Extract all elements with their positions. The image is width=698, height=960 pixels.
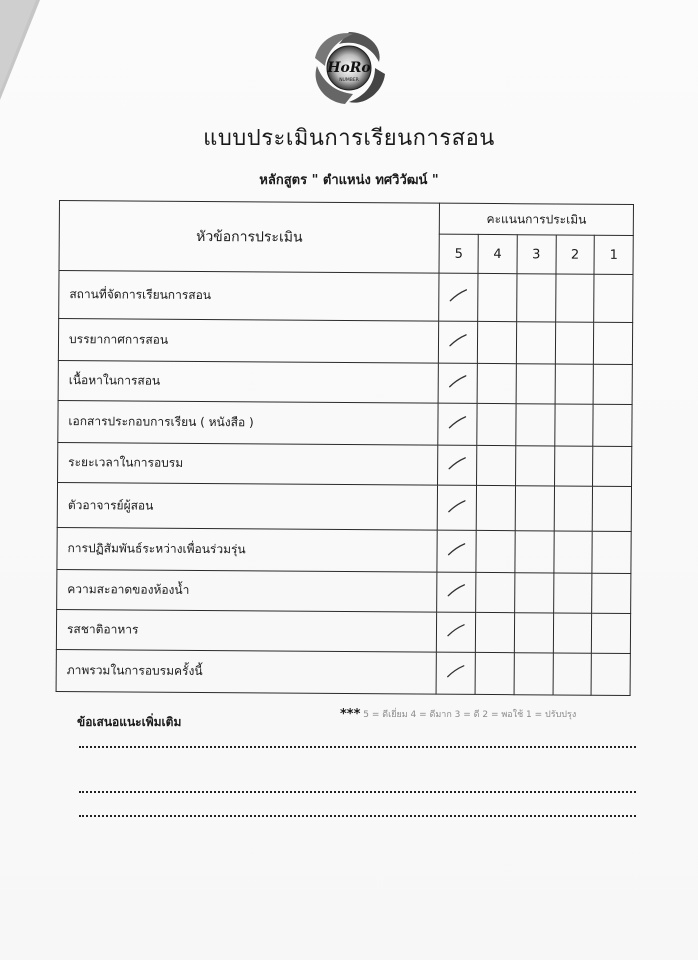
row-label: สถานที่จัดการเรียนการสอน bbox=[59, 271, 440, 322]
score-cell-3[interactable] bbox=[514, 573, 553, 613]
score-cell-1[interactable] bbox=[592, 486, 631, 531]
score-cell-2[interactable] bbox=[553, 613, 592, 653]
checkmark-icon bbox=[446, 584, 466, 598]
score-cell-4[interactable] bbox=[477, 321, 516, 363]
checkmark-icon bbox=[446, 665, 466, 679]
table-row bbox=[58, 319, 632, 365]
score-cell-3[interactable] bbox=[516, 364, 555, 404]
score-cell-4[interactable] bbox=[478, 273, 517, 321]
table-row bbox=[57, 569, 631, 613]
table-row bbox=[57, 527, 631, 573]
score-cell-3[interactable] bbox=[516, 274, 555, 322]
score-cell-1[interactable] bbox=[593, 446, 632, 486]
score-cell-5[interactable] bbox=[437, 612, 476, 652]
score-cell-5[interactable] bbox=[437, 485, 476, 530]
row-label: บรรยากาศการสอน bbox=[58, 319, 438, 364]
score-cell-1[interactable] bbox=[591, 653, 630, 695]
row-label: เอกสารประกอบการเรียน ( หนังสือ ) bbox=[58, 400, 438, 445]
checkmark-icon bbox=[447, 457, 467, 471]
suggestion-line[interactable] bbox=[79, 746, 636, 748]
score-cell-5[interactable] bbox=[438, 363, 477, 403]
table-row bbox=[58, 442, 632, 486]
score-cell-3[interactable] bbox=[515, 531, 554, 573]
score-cell-2[interactable] bbox=[553, 653, 592, 695]
checkmark-icon bbox=[448, 375, 468, 389]
svg-text:NUMBER: NUMBER bbox=[339, 78, 359, 83]
checkmark-icon bbox=[448, 289, 468, 303]
score-cell-2[interactable] bbox=[555, 322, 594, 364]
row-label: รสชาติอาหาร bbox=[56, 609, 436, 652]
score-cell-4[interactable] bbox=[476, 485, 515, 530]
horo-logo bbox=[306, 28, 392, 108]
score-legend bbox=[340, 707, 576, 722]
suggestion-line[interactable] bbox=[79, 815, 636, 817]
score-column-3: 3 bbox=[517, 235, 556, 274]
score-cell-5[interactable] bbox=[437, 530, 476, 572]
score-column-2: 2 bbox=[555, 235, 594, 274]
score-cell-4[interactable] bbox=[477, 445, 516, 485]
score-column-4: 4 bbox=[478, 234, 517, 273]
score-cell-1[interactable] bbox=[594, 274, 633, 322]
score-cell-3[interactable] bbox=[515, 486, 554, 531]
score-cell-3[interactable] bbox=[514, 613, 553, 653]
score-cell-4[interactable] bbox=[477, 403, 516, 445]
checkmark-icon bbox=[448, 416, 468, 430]
table-row bbox=[56, 609, 630, 653]
row-label: ตัวอาจารย์ผู้สอน bbox=[57, 482, 438, 530]
score-cell-1[interactable] bbox=[592, 613, 631, 653]
score-cell-5[interactable] bbox=[439, 273, 478, 321]
score-cell-2[interactable] bbox=[554, 404, 593, 446]
score-cell-1[interactable] bbox=[593, 364, 632, 404]
score-cell-2[interactable] bbox=[553, 573, 592, 613]
form-title: แบบประเมินการเรียนการสอน bbox=[203, 126, 495, 151]
row-label: เนื้อหาในการสอน bbox=[58, 360, 438, 403]
score-cell-5[interactable] bbox=[438, 403, 477, 445]
table-row bbox=[59, 271, 633, 323]
score-cell-3[interactable] bbox=[516, 322, 555, 364]
score-cell-5[interactable] bbox=[436, 652, 475, 694]
score-cell-4[interactable] bbox=[475, 652, 514, 694]
suggestions-label: ข้อเสนอแนะเพิ่มเติม bbox=[77, 715, 182, 729]
checkmark-icon bbox=[447, 499, 467, 513]
score-header: คะแนนการประเมิน bbox=[439, 203, 633, 235]
course-subtitle: หลักสูตร " ตำแหน่ง ทศวิวัฒน์ " bbox=[259, 173, 439, 188]
score-cell-5[interactable] bbox=[439, 321, 478, 363]
page-fold-highlight bbox=[0, 0, 36, 92]
score-cell-4[interactable] bbox=[476, 572, 515, 612]
score-cell-1[interactable] bbox=[592, 531, 631, 573]
table-row bbox=[57, 482, 631, 531]
score-cell-1[interactable] bbox=[592, 573, 631, 613]
score-cell-4[interactable] bbox=[475, 612, 514, 652]
score-cell-3[interactable] bbox=[514, 653, 553, 695]
score-cell-3[interactable] bbox=[516, 404, 555, 446]
legend-text: 5 = ดีเยี่ยม 4 = ดีมาก 3 = ดี 2 = พอใช้ 1 = ปรับปรุง bbox=[363, 710, 577, 720]
row-label: ภาพรวมในการอบรมครั้งนี้ bbox=[56, 649, 436, 694]
row-label: การปฏิสัมพันธ์ระหว่างเพื่อนร่วมรุ่น bbox=[57, 527, 437, 572]
checkmark-icon bbox=[448, 334, 468, 348]
topic-header: หัวข้อการประเมิน bbox=[59, 201, 440, 274]
score-cell-2[interactable] bbox=[553, 531, 592, 573]
score-cell-4[interactable] bbox=[477, 363, 516, 403]
score-cell-4[interactable] bbox=[476, 530, 515, 572]
checkmark-icon bbox=[447, 543, 467, 557]
score-cell-2[interactable] bbox=[554, 446, 593, 486]
row-label: ระยะเวลาในการอบรม bbox=[58, 442, 438, 485]
score-cell-1[interactable] bbox=[593, 404, 632, 446]
table-row bbox=[58, 360, 632, 404]
row-label: ความสะอาดของห้องน้ำ bbox=[57, 569, 437, 612]
score-cell-2[interactable] bbox=[554, 486, 593, 531]
table-row bbox=[58, 400, 632, 446]
score-cell-3[interactable] bbox=[515, 446, 554, 486]
svg-text:HoRo: HoRo bbox=[327, 60, 371, 76]
score-cell-5[interactable] bbox=[438, 445, 477, 485]
score-column-1: 1 bbox=[594, 235, 633, 274]
suggestion-line[interactable] bbox=[79, 791, 636, 793]
checkmark-icon bbox=[446, 624, 466, 638]
score-cell-5[interactable] bbox=[437, 572, 476, 612]
score-cell-2[interactable] bbox=[555, 274, 594, 322]
evaluation-table bbox=[56, 200, 634, 696]
score-cell-2[interactable] bbox=[555, 364, 594, 404]
legend-stars: *** bbox=[340, 707, 361, 722]
table-row bbox=[56, 649, 630, 695]
score-cell-1[interactable] bbox=[594, 322, 633, 364]
score-column-5: 5 bbox=[439, 234, 478, 273]
